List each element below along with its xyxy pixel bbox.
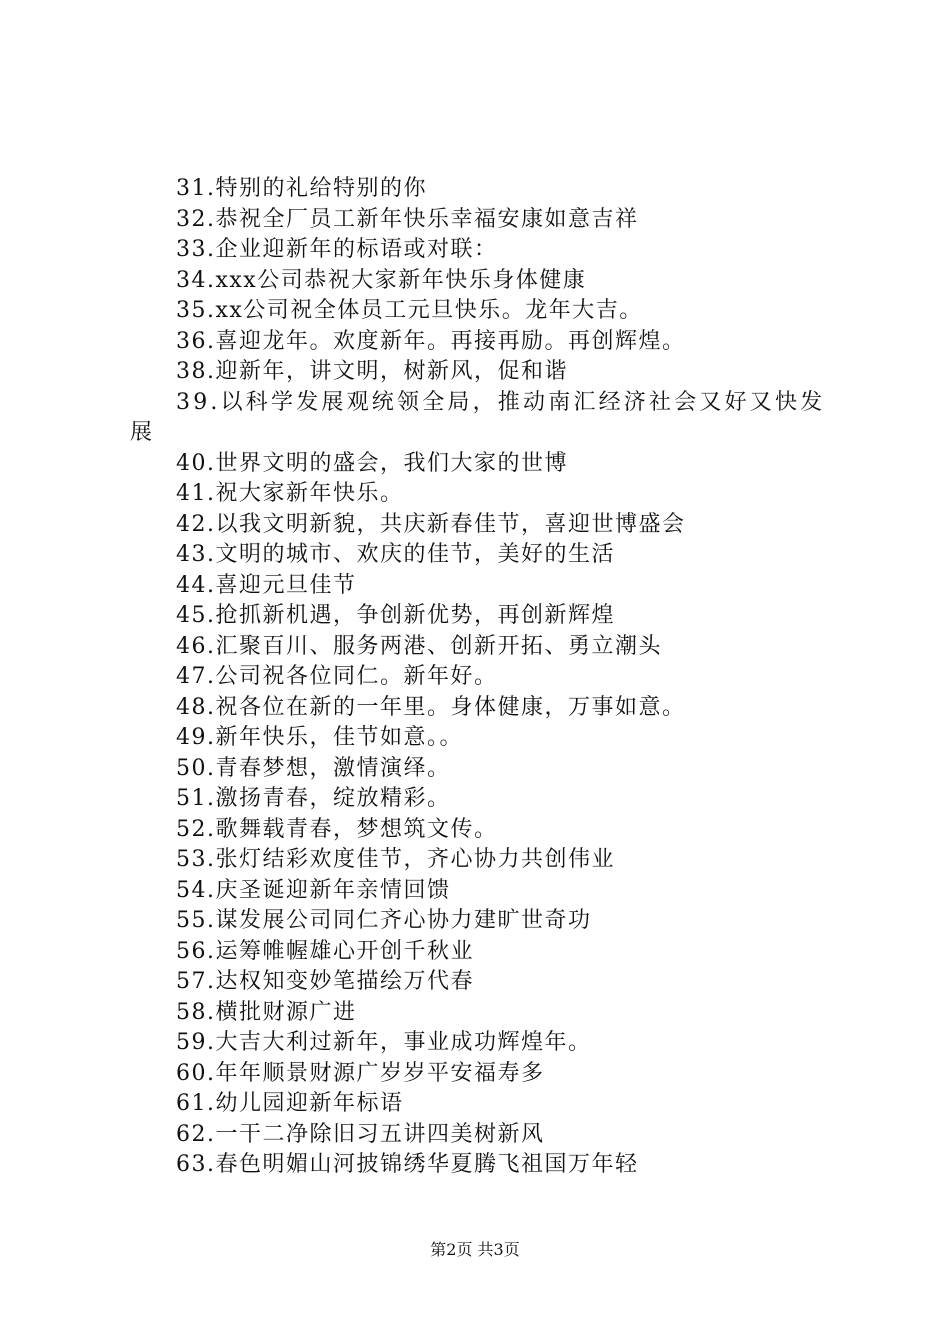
list-item: 58.横批财源广进: [176, 999, 357, 1025]
list-item: 40.世界文明的盛会，我们大家的世博: [176, 450, 568, 476]
list-item: 41.祝大家新年快乐。: [176, 481, 404, 506]
list-item: 42.以我文明新貌，共庆新春佳节，喜迎世博盛会: [176, 511, 686, 537]
list-item: 50.青春梦想，激情演绎。: [176, 755, 451, 781]
list-item: 61.幼儿园迎新年标语: [176, 1091, 404, 1116]
list-item: 46.汇聚百川、服务两港、创新开拓、勇立潮头: [176, 633, 662, 659]
page-footer: 第2页 共3页: [430, 1240, 520, 1259]
list-item: 47.公司祝各位同仁。新年好。: [176, 664, 498, 689]
list-item: 36.喜迎龙年。欢度新年。再接再励。再创辉煌。: [176, 328, 686, 354]
list-item: 45.抢抓新机遇，争创新优势，再创新辉煌: [176, 603, 615, 628]
list-item: 62.一干二净除旧习五讲四美树新风: [176, 1121, 545, 1147]
slogan-list: [130, 174, 835, 1181]
list-item: 44.喜迎元旦佳节: [176, 572, 357, 598]
list-item: 43.文明的城市、欢庆的佳节，美好的生活: [176, 542, 615, 567]
list-item: 48.祝各位在新的一年里。身体健康，万事如意。: [176, 694, 686, 720]
list-item: 38.迎新年，讲文明，树新风，促和谐: [176, 359, 568, 384]
list-item: 34.xxx公司恭祝大家新年快乐身体健康: [176, 267, 587, 293]
list-item: 55.谋发展公司同仁齐心协力建旷世奇功: [176, 908, 592, 933]
list-item: 49.新年快乐，佳节如意。。: [176, 725, 463, 750]
list-item: 39.以科学发展观统领全局，推动南汇经济社会又好又快发展: [130, 389, 826, 445]
list-item: 56.运筹帷幄雄心开创千秋业: [176, 938, 474, 964]
list-item: 31.特别的礼给特别的你: [176, 176, 427, 201]
list-item: 53.张灯结彩欢度佳节，齐心协力共创伟业: [176, 847, 615, 872]
list-item: 57.达权知变妙笔描绘万代春: [176, 969, 474, 994]
list-item: 35.xx公司祝全体员工元旦快乐。龙年大吉。: [176, 298, 643, 323]
list-item: 32.恭祝全厂员工新年快乐幸福安康如意吉祥: [176, 206, 639, 232]
list-item: 60.年年顺景财源广岁岁平安福寿多: [176, 1060, 545, 1086]
list-item: 54.庆圣诞迎新年亲情回馈: [176, 877, 451, 903]
list-item: 59.大吉大利过新年，事业成功辉煌年。: [176, 1030, 592, 1055]
list-item: 52.歌舞载青春，梦想筑文传。: [176, 816, 498, 842]
list-item: 51.激扬青春，绽放精彩。: [176, 786, 451, 811]
list-item: 63.春色明媚山河披锦绣华夏腾飞祖国万年轻: [176, 1152, 639, 1177]
list-item: 33.企业迎新年的标语或对联：: [176, 237, 498, 262]
